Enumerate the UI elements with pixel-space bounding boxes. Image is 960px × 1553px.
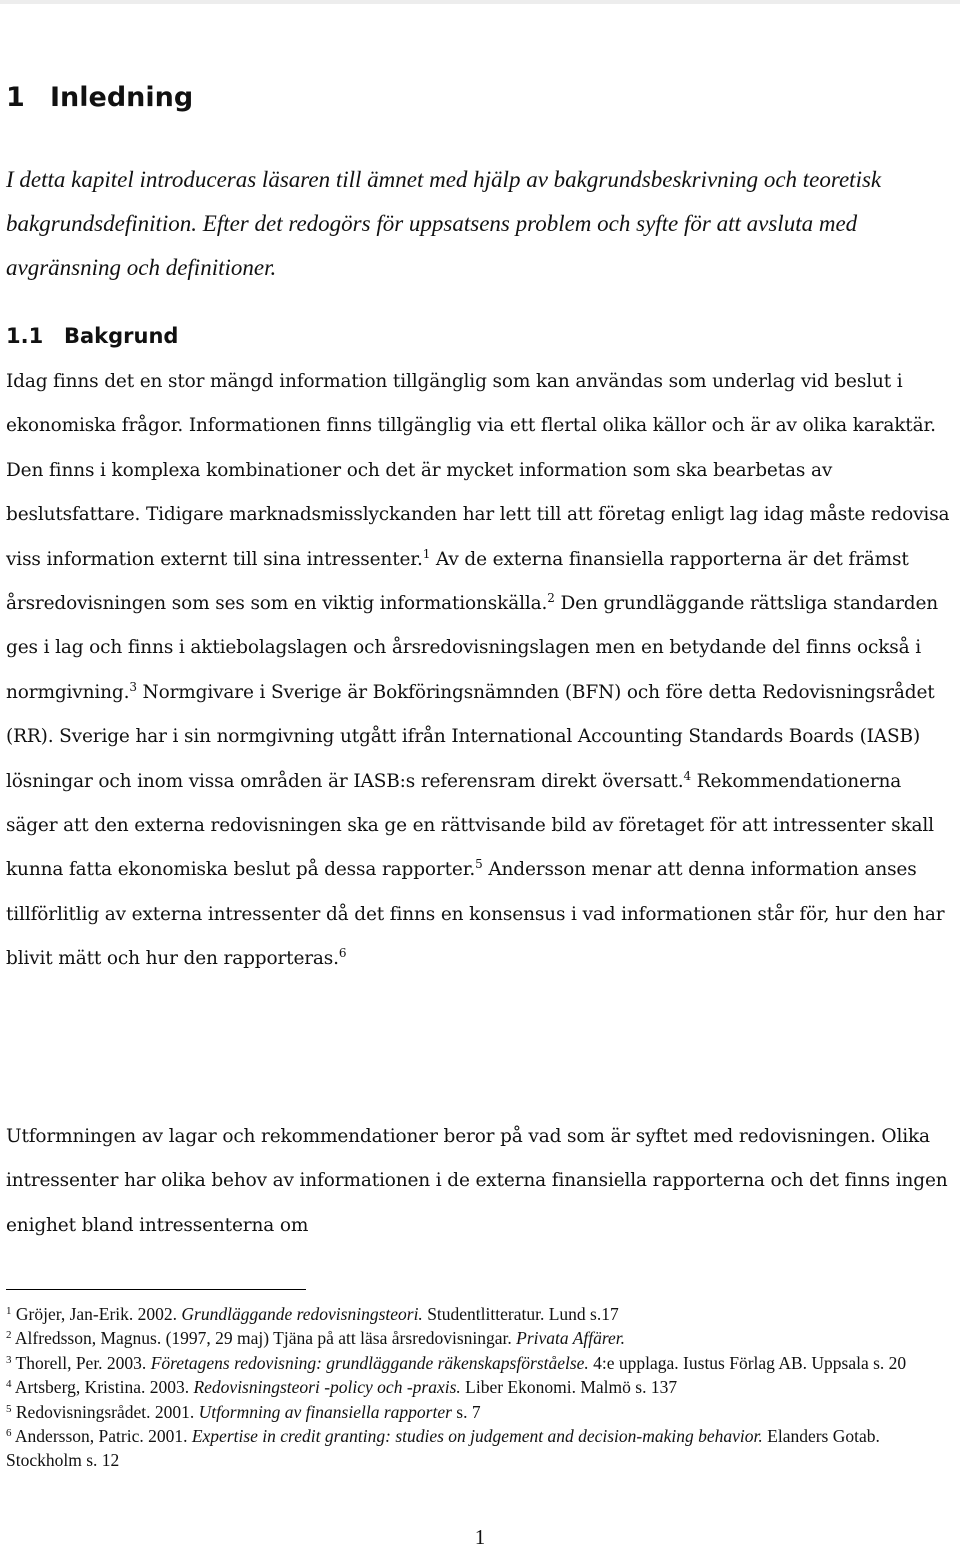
footnote-2 <box>6 1326 956 1350</box>
footnote-text: Elanders Gotab. Stockholm s. 12 <box>6 1426 880 1471</box>
section-title: Bakgrund <box>64 324 179 348</box>
footnote-title: Expertise in credit granting: studies on judgement and decision-making behavior. <box>191 1426 763 1447</box>
footnote-number: 6 <box>6 1427 12 1440</box>
footnote-text: Artsberg, Kristina. 2003. <box>11 1377 194 1398</box>
footnote-ref-5[interactable]: 5 <box>475 857 483 872</box>
footnote-separator <box>6 1289 306 1290</box>
footnote-ref-1[interactable]: 1 <box>422 546 431 561</box>
paragraph-text: Normgivare i Sverige är Bokföringsnämnden (BFN) och före detta Redovisningsrådet (RR). Sverige har i sin normgivning utgått ifrån International Accounting Standards Boards (IASB) lösningar och inom vissa områden är IASB:s referensram direkt översatt. <box>6 681 935 792</box>
footnote-3 <box>6 1351 956 1375</box>
footnote-ref-4[interactable]: 4 <box>683 768 691 783</box>
footnote-number: 2 <box>6 1329 12 1342</box>
page-number: 1 <box>474 1525 486 1549</box>
footnote-6 <box>6 1424 956 1473</box>
footnote-text: s. 7 <box>451 1401 481 1422</box>
footnote-number: 3 <box>6 1353 12 1366</box>
footnote-title: Företagens redovisning: grundläggande räkenskapsförståelse. <box>150 1352 589 1373</box>
footnote-title: Utformning av finansiella rapporter <box>198 1401 452 1422</box>
footnote-text: Alfredsson, Magnus. (1997, 29 maj) Tjäna på att läsa årsredovisningar. <box>11 1328 517 1349</box>
footnote-5 <box>6 1400 956 1424</box>
chapter-number: 1 <box>6 82 25 113</box>
footnote-number: 1 <box>6 1305 12 1317</box>
footnote-text: Andersson, Patric. 2001. <box>11 1426 192 1447</box>
footnote-4 <box>6 1375 956 1399</box>
chapter-heading <box>6 76 193 120</box>
section-number: 1.1 <box>6 324 44 348</box>
footnote-1 <box>6 1302 956 1326</box>
footnote-title: Redovisningsteori -policy och -praxis. <box>193 1377 461 1398</box>
footnote-text: Gröjer, Jan-Erik. 2002. <box>11 1304 182 1324</box>
footnote-ref-6[interactable]: 6 <box>338 946 347 961</box>
chapter-intro: I detta kapitel introduceras läsaren till ämnet med hjälp av bakgrundsbeskrivning och teoretisk bakgrundsdefinition. Efter det redogörs för uppsatsens problem och syfte för att avsluta med avgränsning och definitioner. <box>6 167 882 280</box>
footnote-text: 4:e upplaga. Iustus Förlag AB. Uppsala s. 20 <box>588 1352 907 1373</box>
footnote-text: Studentlitteratur. Lund s.17 <box>422 1304 619 1324</box>
footnotes <box>6 1302 956 1473</box>
footnote-number: 4 <box>6 1378 12 1391</box>
paragraph-text: Idag finns det en stor mängd information tillgänglig som kan användas som underlag vid beslut i ekonomiska frågor. Informationen finns tillgänglig via ett flertal olika källor och är av olika karaktär. Den finns i komplexa kombinationer och det är mycket information som ska bearbetas av beslutsfattare. Tidigare marknadsmisslyckanden har lett till att företag enligt lag idag måste redovisa viss information externt till sina intressenter. <box>6 371 950 570</box>
footnote-title: Grundläggande redovisningsteori. <box>181 1304 423 1324</box>
footnote-text: Liber Ekonomi. Malmö s. 137 <box>460 1377 678 1398</box>
footnote-ref-3[interactable]: 3 <box>129 679 137 694</box>
footnote-title: Privata Affärer. <box>516 1328 626 1349</box>
paragraph-text: Av de externa finansiella rapporterna är det främst årsredovisningen som ses som en viktig informationskälla. <box>6 548 909 615</box>
paragraph-text: Rekommendationerna säger att den externa redovisningen ska ge en rättvisande bild av företaget för att intressenter skall kunna fatta ekonomiska beslut på dessa rapporter. <box>6 770 934 881</box>
second-paragraph: Utformningen av lagar och rekommendationer beror på vad som är syftet med redovisningen. Olika intressenter har olika behov av informationen i de externa finansiella rapporterna och det finns ingen enighet bland intressenterna om <box>6 1126 948 1236</box>
paragraph-text: Andersson menar att denna information anses tillförlitlig av externa intressenter då det finns en konsensus i vad informationen står för, hur den har blivit mätt och hur den rapporteras. <box>6 859 945 970</box>
footnote-number: 5 <box>6 1402 12 1415</box>
section-heading <box>6 314 178 358</box>
footnote-text: Thorell, Per. 2003. <box>11 1352 151 1373</box>
footnote-text: Redovisningsrådet. 2001. <box>11 1401 199 1422</box>
paragraph-text: Den grundläggande rättsliga standarden ges i lag och finns i aktiebolagslagen och årsredovisningslagen men en betydande del finns också i normgivning. <box>6 593 939 703</box>
background-paragraph <box>6 360 956 982</box>
chapter-title: Inledning <box>50 82 194 113</box>
footnote-ref-2[interactable]: 2 <box>547 591 555 606</box>
